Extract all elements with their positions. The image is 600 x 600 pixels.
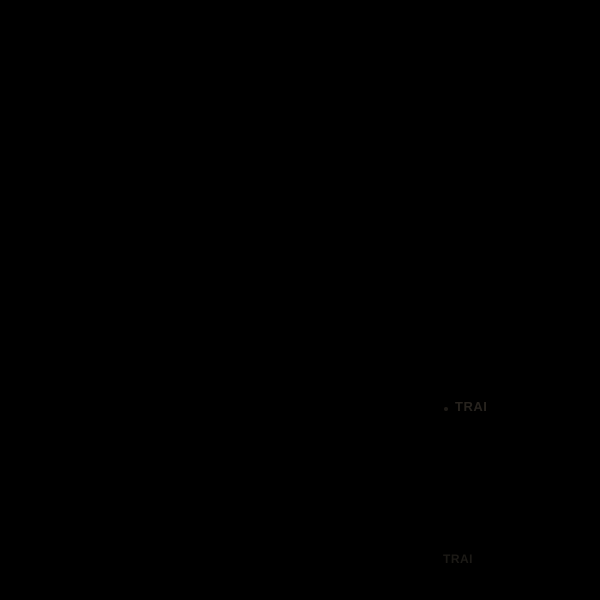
faint-label-secondary: TRAI [443,552,473,566]
faint-label-primary: TRAI [455,399,488,414]
cursor-marker-dot [444,407,448,411]
